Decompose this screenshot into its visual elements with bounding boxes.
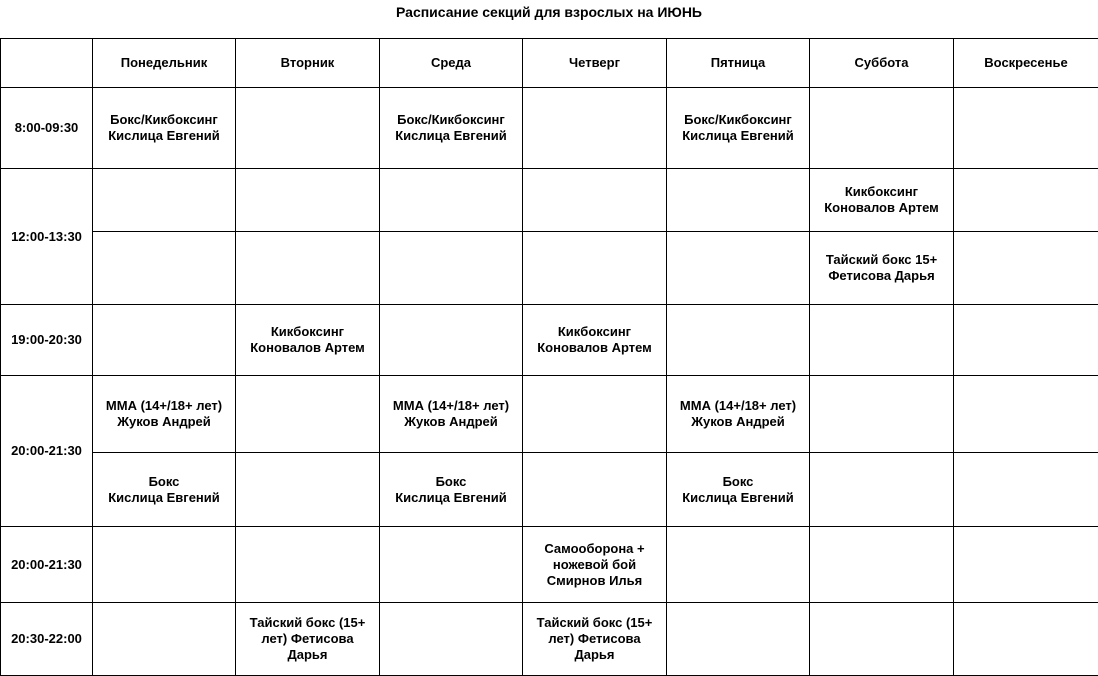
class-name: Кикбоксинг bbox=[557, 324, 632, 339]
class-name: Тайский бокс (15+ bbox=[249, 615, 366, 630]
empty-cell bbox=[93, 527, 236, 603]
day-header-saturday: Суббота bbox=[810, 39, 954, 88]
table-row bbox=[1, 376, 1098, 453]
empty-cell bbox=[667, 232, 810, 305]
class-name: Тайский бокс 15+ bbox=[825, 252, 938, 267]
empty-cell bbox=[523, 169, 667, 232]
trainer-name: Фетисова Дарья bbox=[828, 268, 935, 283]
empty-cell bbox=[236, 376, 380, 453]
empty-cell bbox=[954, 453, 1098, 527]
empty-cell bbox=[810, 453, 954, 527]
trainer-name: Кислица Евгений bbox=[395, 128, 507, 143]
empty-cell bbox=[380, 603, 523, 676]
class-name: ножевой бой bbox=[552, 556, 637, 572]
time-cell: 20:00-21:30 bbox=[1, 527, 93, 603]
trainer-name: Жуков Андрей bbox=[691, 414, 785, 429]
empty-cell bbox=[810, 376, 954, 453]
class-cell bbox=[667, 453, 810, 527]
empty-cell bbox=[380, 232, 523, 305]
class-cell bbox=[93, 376, 236, 453]
class-name: Кикбоксинг bbox=[844, 184, 919, 199]
class-cell bbox=[380, 376, 523, 453]
header-row bbox=[1, 39, 1098, 88]
day-header-thursday: Четверг bbox=[523, 39, 667, 88]
class-name: ММА (14+/18+ лет) bbox=[392, 398, 510, 413]
day-header-sunday: Воскресенье bbox=[954, 39, 1098, 88]
trainer-name: Коновалов Артем bbox=[824, 200, 939, 215]
corner-cell bbox=[1, 39, 93, 88]
empty-cell bbox=[810, 305, 954, 376]
empty-cell bbox=[810, 527, 954, 603]
class-cell bbox=[523, 305, 667, 376]
table-row bbox=[1, 169, 1098, 232]
table-row bbox=[1, 232, 1098, 305]
empty-cell bbox=[236, 453, 380, 527]
class-cell bbox=[810, 169, 954, 232]
empty-cell bbox=[93, 232, 236, 305]
empty-cell bbox=[236, 527, 380, 603]
class-name: Бокс bbox=[148, 473, 180, 489]
table-row bbox=[1, 603, 1098, 676]
day-header-friday: Пятница bbox=[667, 39, 810, 88]
class-cell bbox=[810, 232, 954, 305]
empty-cell bbox=[93, 169, 236, 232]
trainer-name: Кислица Евгений bbox=[108, 128, 220, 143]
trainer-name: Кислица Евгений bbox=[108, 489, 220, 505]
empty-cell bbox=[954, 88, 1098, 169]
empty-cell bbox=[667, 603, 810, 676]
trainer-name: Жуков Андрей bbox=[117, 414, 211, 429]
empty-cell bbox=[523, 453, 667, 527]
class-name: Бокс bbox=[435, 473, 467, 489]
empty-cell bbox=[93, 603, 236, 676]
empty-cell bbox=[236, 232, 380, 305]
class-name: Бокс bbox=[722, 473, 754, 489]
trainer-name: Кислица Евгений bbox=[682, 128, 794, 143]
class-name: Тайский бокс (15+ bbox=[536, 615, 653, 630]
class-name: Кикбоксинг bbox=[270, 324, 345, 339]
empty-cell bbox=[954, 376, 1098, 453]
empty-cell bbox=[667, 305, 810, 376]
empty-cell bbox=[380, 169, 523, 232]
table-row bbox=[1, 305, 1098, 376]
trainer-name: Коновалов Артем bbox=[537, 340, 652, 355]
class-cell bbox=[93, 453, 236, 527]
class-cell bbox=[523, 527, 667, 603]
trainer-name: Кислица Евгений bbox=[395, 489, 507, 505]
empty-cell bbox=[523, 376, 667, 453]
empty-cell bbox=[523, 232, 667, 305]
empty-cell bbox=[667, 169, 810, 232]
schedule-table bbox=[0, 38, 1098, 676]
empty-cell bbox=[954, 169, 1098, 232]
trainer-name: Дарья bbox=[574, 647, 615, 662]
class-cell bbox=[236, 603, 380, 676]
time-cell: 19:00-20:30 bbox=[1, 305, 93, 376]
time-cell: 8:00-09:30 bbox=[1, 88, 93, 169]
class-name: ММА (14+/18+ лет) bbox=[105, 398, 223, 413]
empty-cell bbox=[667, 527, 810, 603]
day-header-tuesday: Вторник bbox=[236, 39, 380, 88]
empty-cell bbox=[236, 88, 380, 169]
class-name: Бокс/Кикбоксинг bbox=[110, 112, 218, 127]
empty-cell bbox=[954, 305, 1098, 376]
empty-cell bbox=[810, 88, 954, 169]
class-cell bbox=[523, 603, 667, 676]
class-cell bbox=[380, 453, 523, 527]
day-header-monday: Понедельник bbox=[93, 39, 236, 88]
class-name: Самооборона + bbox=[544, 540, 645, 556]
class-name: Бокс/Кикбоксинг bbox=[684, 112, 792, 127]
class-cell bbox=[380, 88, 523, 169]
time-cell: 20:30-22:00 bbox=[1, 603, 93, 676]
trainer-name: Смирнов Илья bbox=[546, 572, 643, 588]
class-cell bbox=[667, 88, 810, 169]
page-title: Расписание секций для взрослых на ИЮНЬ bbox=[396, 4, 702, 20]
day-header-wednesday: Среда bbox=[380, 39, 523, 88]
empty-cell bbox=[954, 232, 1098, 305]
class-cell bbox=[236, 305, 380, 376]
trainer-name: Жуков Андрей bbox=[404, 414, 498, 429]
class-name: Бокс/Кикбоксинг bbox=[397, 112, 505, 127]
time-cell: 12:00-13:30 bbox=[1, 169, 93, 305]
empty-cell bbox=[236, 169, 380, 232]
class-name: ММА (14+/18+ лет) bbox=[679, 398, 797, 413]
time-cell: 20:00-21:30 bbox=[1, 376, 93, 527]
empty-cell bbox=[93, 305, 236, 376]
class-name: лет) Фетисова bbox=[261, 631, 354, 646]
table-row bbox=[1, 88, 1098, 169]
empty-cell bbox=[954, 603, 1098, 676]
class-name: лет) Фетисова bbox=[548, 631, 641, 646]
trainer-name: Коновалов Артем bbox=[250, 340, 365, 355]
table-row bbox=[1, 527, 1098, 603]
class-cell bbox=[667, 376, 810, 453]
trainer-name: Дарья bbox=[287, 647, 328, 662]
empty-cell bbox=[954, 527, 1098, 603]
class-cell bbox=[93, 88, 236, 169]
empty-cell bbox=[380, 527, 523, 603]
table-row bbox=[1, 453, 1098, 527]
empty-cell bbox=[380, 305, 523, 376]
empty-cell bbox=[523, 88, 667, 169]
empty-cell bbox=[810, 603, 954, 676]
trainer-name: Кислица Евгений bbox=[682, 489, 794, 505]
